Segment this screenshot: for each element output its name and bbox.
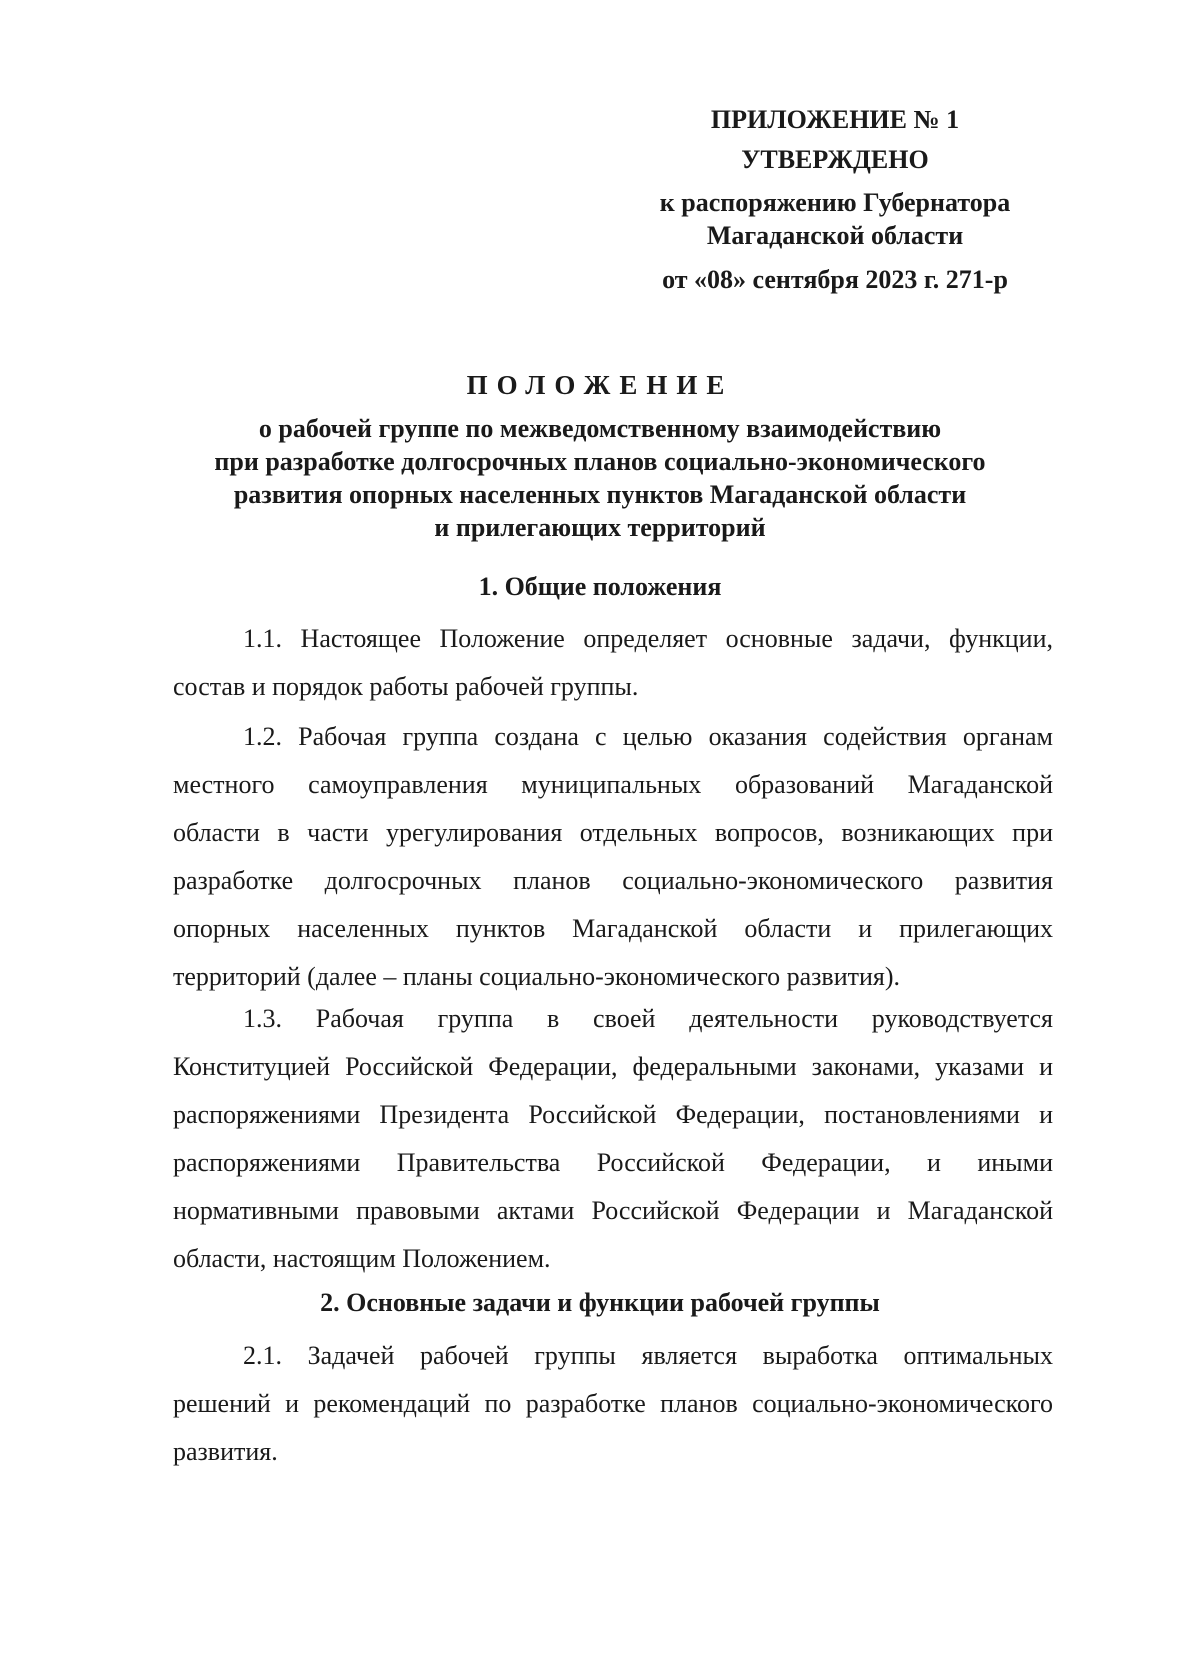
paragraph-line: области в части урегулирования отдельных вопросов, возникающих при (173, 818, 1053, 847)
subtitle-line: о рабочей группе по межведомственному взаимодействию (258, 414, 942, 443)
approval-stamp-block (645, 104, 1025, 296)
paragraph-1-1 (173, 615, 1053, 711)
paragraph-line: 2.1. Задачей рабочей группы является выработка оптимальных (243, 1341, 1053, 1370)
paragraph-1-2 (173, 713, 1053, 1001)
paragraph-line: 1.3. Рабочая группа в своей деятельности руководствуется (243, 1004, 1053, 1033)
document-title: ПОЛОЖЕНИЕ (466, 370, 734, 400)
order-date-number: от «08» сентября 2023 г. 271-р (662, 265, 1008, 294)
paragraph-line: нормативными правовыми актами Российской Федерации и Магаданской (173, 1196, 1053, 1225)
paragraph-line: территорий (далее – планы социально-экономического развития). (173, 962, 901, 991)
paragraph-line: решений и рекомендаций по разработке планов социально-экономического (173, 1389, 1053, 1418)
paragraph-line: области, настоящим Положением. (173, 1244, 551, 1273)
paragraph-line: развития. (173, 1437, 278, 1466)
section-2-heading: 2. Основные задачи и функции рабочей группы (320, 1288, 880, 1317)
paragraph-line: состав и порядок работы рабочей группы. (173, 672, 639, 701)
paragraph-line: местного самоуправления муниципальных образований Магаданской (173, 770, 1053, 799)
document-subtitle (150, 412, 1050, 544)
paragraph-line: разработке долгосрочных планов социально-экономического развития (173, 866, 1053, 895)
section-1-heading: 1. Общие положения (478, 572, 722, 601)
subtitle-line: при разработке долгосрочных планов социально-экономического (214, 447, 986, 476)
order-reference-line-1: к распоряжению Губернатора (659, 188, 1011, 217)
paragraph-line: 1.1. Настоящее Положение определяет основные задачи, функции, (243, 624, 1053, 653)
paragraph-line: опорных населенных пунктов Магаданской области и прилегающих (173, 914, 1053, 943)
order-reference-line-2: Магаданской области (706, 221, 964, 250)
paragraph-line: распоряжениями Правительства Российской Федерации, и иными (173, 1148, 1053, 1177)
paragraph-2-1 (173, 1332, 1053, 1476)
paragraph-1-3 (173, 995, 1053, 1283)
subtitle-line: развития опорных населенных пунктов Магаданской области (233, 480, 967, 509)
paragraph-line: распоряжениями Президента Российской Федерации, постановлениями и (173, 1100, 1053, 1129)
subtitle-line: и прилегающих территорий (434, 513, 766, 542)
approved-label: УТВЕРЖДЕНО (741, 145, 929, 174)
paragraph-line: 1.2. Рабочая группа создана с целью оказания содействия органам (243, 722, 1053, 751)
appendix-number: ПРИЛОЖЕНИЕ № 1 (710, 105, 960, 134)
document-title-block (150, 368, 1050, 544)
paragraph-line: Конституцией Российской Федерации, федеральными законами, указами и (173, 1052, 1053, 1081)
